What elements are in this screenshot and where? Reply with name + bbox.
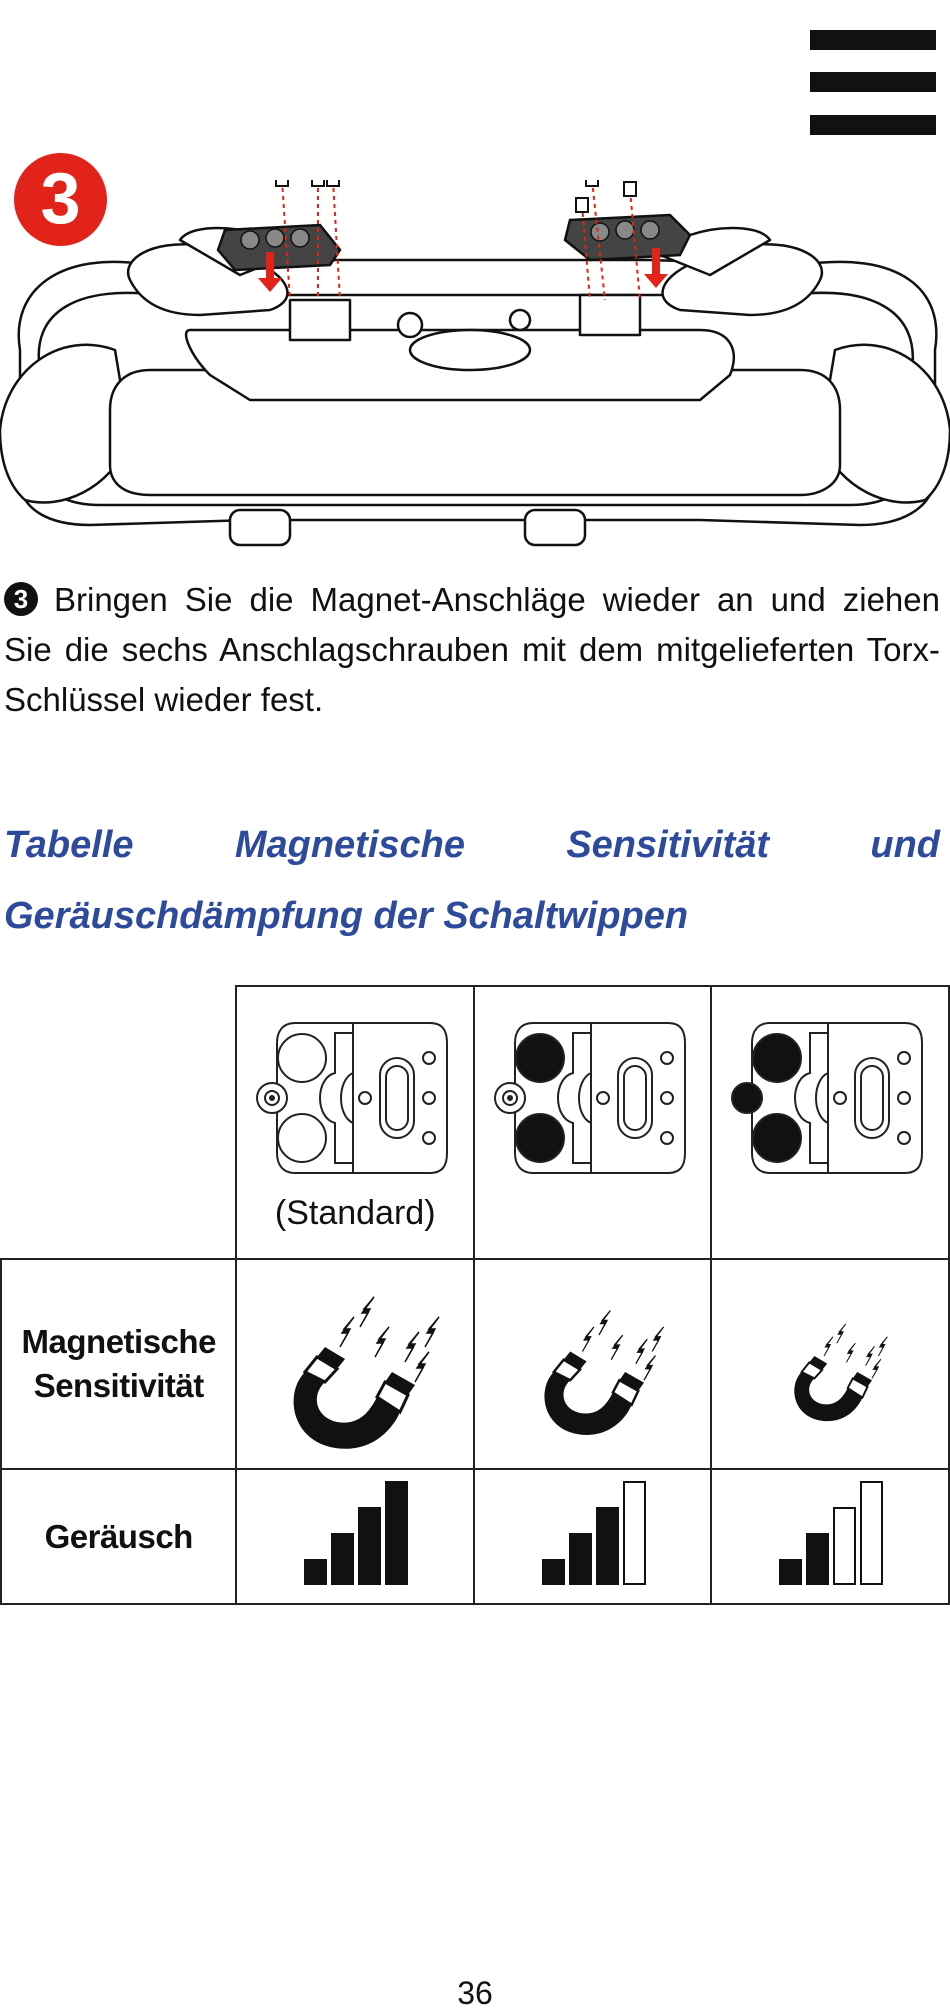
signal-bar-filled [305,1560,326,1584]
magnet-empty [278,1114,326,1162]
standard-label: (Standard) [274,1193,436,1232]
menu-icon[interactable] [810,30,936,135]
signal-bars-icon [770,1479,890,1589]
signal-bars-icon [295,1479,415,1589]
signal-bar-filled [780,1560,801,1584]
noise-cell [711,1469,949,1604]
magnet-filled [753,1034,801,1082]
step-number-badge: 3 [14,153,107,246]
magnet-icon [493,1267,693,1457]
row-header-sensitivity: Magnetische Sensitivität [1,1259,236,1469]
table-corner [1,986,236,1259]
magnet-icon [730,1267,930,1457]
wheel-illustration [0,180,950,555]
signal-bar-empty [834,1508,855,1584]
signal-bar-filled [543,1560,564,1584]
sensitivity-cell [236,1259,474,1469]
plate-config-2 [474,986,712,1259]
step-instruction [4,575,940,725]
step-bullet: 3 [4,582,38,616]
section-heading-line2: Geräuschdämpfung der Schaltwippen [4,895,689,937]
signal-bar-filled [570,1534,591,1584]
magnet-empty [278,1034,326,1082]
magnet-filled [516,1034,564,1082]
signal-bar-filled [332,1534,353,1584]
sensitivity-table [0,985,950,1605]
magnet-icon [255,1267,455,1457]
plate-config-3 [711,986,949,1259]
signal-bars-icon [533,1479,653,1589]
column-label [475,1194,711,1233]
magnet-plate-icon [255,1013,455,1183]
column-label [712,1194,948,1233]
magnet-filled [753,1114,801,1162]
plate-config-standard [236,986,474,1259]
sensitivity-cell [711,1259,949,1469]
section-heading [4,810,940,952]
signal-bar-filled [359,1508,380,1584]
page-number: 36 [457,1975,493,2011]
row-header-noise: Geräusch [1,1469,236,1604]
magnet-plate-icon [730,1013,930,1183]
section-heading-line1: Tabelle Magnetische Sensitivität und [4,824,940,866]
noise-cell [236,1469,474,1604]
signal-bar-filled [807,1534,828,1584]
magnet-filled [732,1083,762,1113]
signal-bar-empty [861,1482,882,1584]
step-instruction-text: Bringen Sie die Magnet-Anschläge wieder an und ziehen Sie die sechs Anschlagschrauben mit dem mitgelieferten Torx-Schlüssel wieder fest. [4,581,940,718]
signal-bar-filled [386,1482,407,1584]
magnet-filled [516,1114,564,1162]
signal-bar-empty [624,1482,645,1584]
sensitivity-cell [474,1259,712,1469]
magnet-plate-icon [493,1013,693,1183]
noise-cell [474,1469,712,1604]
signal-bar-filled [597,1508,618,1584]
